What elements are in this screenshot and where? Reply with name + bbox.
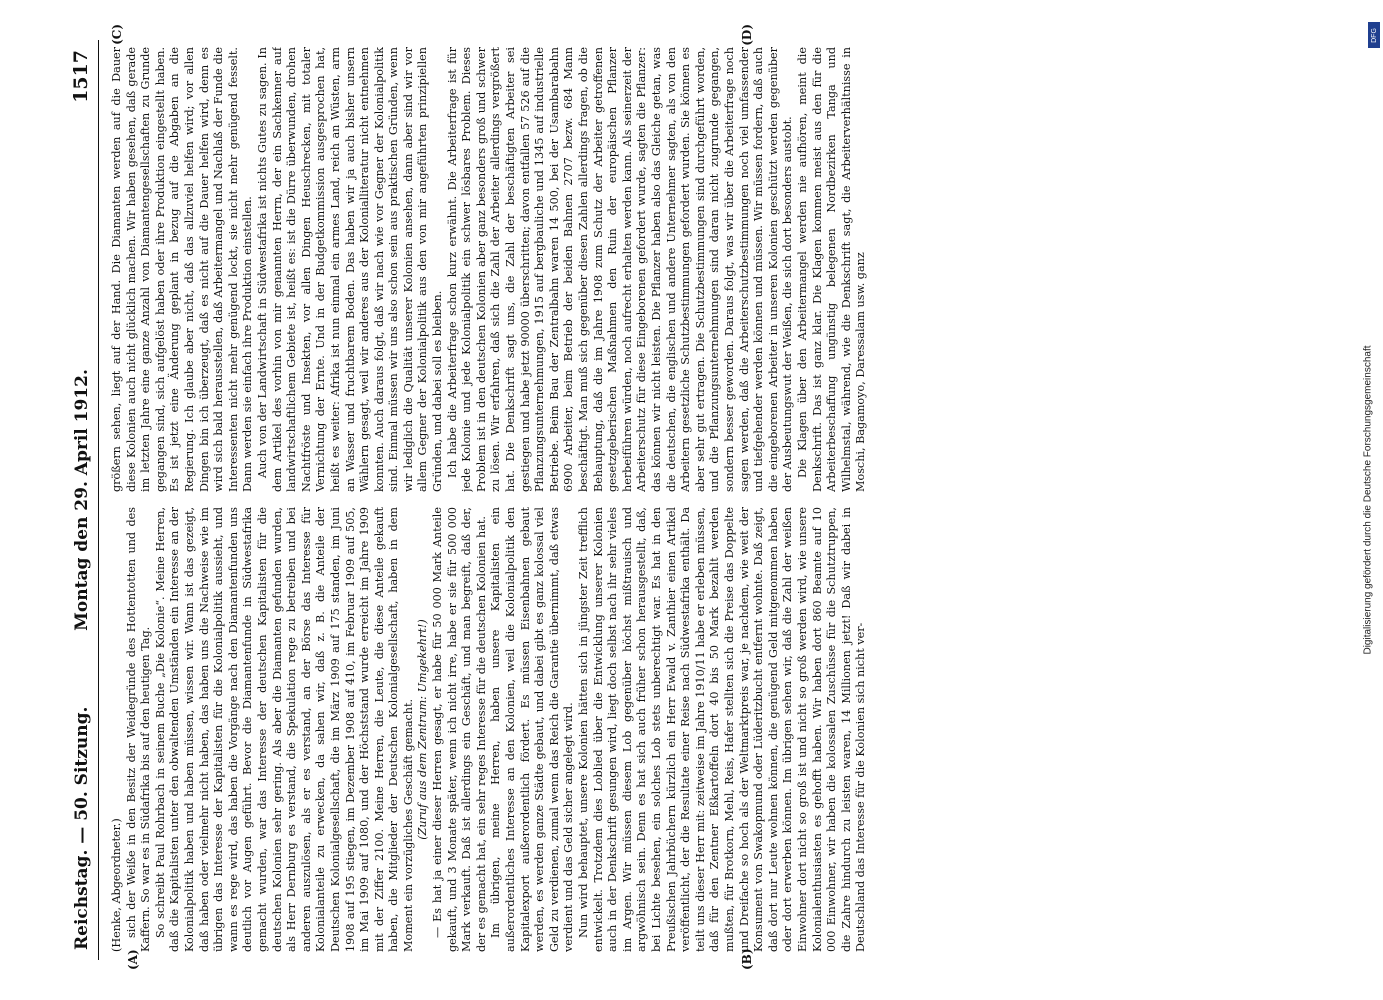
margin-marker-c: (C): [110, 24, 124, 45]
digitization-note: Digitalisierung gefördert durch die Deutsche Forschungsgemeinschaft: [1362, 345, 1374, 655]
paragraph: — Es hat ja einer dieser Herren gesagt, er habe für 50 000 Mark Anteile gekauft, und 3 Monate später, wenn ich nicht irre, habe er sie für 500 000 Mark verkauft. Daß ist allerdings ein Geschäft, und man begreift, daß der, der es gemacht hat, ein sehr reges Interesse für die deutschen Kolonien hat.: [431, 507, 488, 952]
page-header: [58, 40, 99, 960]
speaker-label: (Henke, Abgeordneter.): [110, 818, 123, 952]
header-left-title: Reichstag. — 50. Sitzung.: [72, 706, 92, 950]
page-number: 1517: [70, 50, 92, 103]
paragraph: Nun wird behauptet, unsere Kolonien hätten sich in jüngster Zeit trefflich entwickelt. Trotzdem dies Loblied über die Entwicklung unserer Kolonien auch in der Denkschrift gesungen wird, liegt doch selbst nach ihr sehr vieles im Argen. Wir müssen diesem Lob gegenüber höchst mißtrauisch und argwöhnisch sein. Denn es hat sich auch früher schon herausgestellt, daß, bei Lichte besehen, ein solches Lob stets unberechtigt war. Es hat in den Preußischen Jahrbüchern kürzlich ein Herr Ewald v. Zanthier einen Artikel veröffentlicht, der die Resultate einer Reise nach Südwestafrika enthält. Da teilt uns dieser Herr mit: zeitweise im Jahre 1910/11 habe er erleben müssen, daß für den Zentner Eßkartoffeln dort 40 bis 50 Mark bezahlt werden mußten, für Brotkorn, Mehl, Reis, Hafer stellten sich die Preise das Doppelte und Dreifache so hoch als der Weltmarktpreis war, je nachdem, wie weit der Konsument von Swakopmund oder Lüderitzbucht entfernt wohnte. Daß zeigt, daß dort nur Leute wohnen können, die genügend Geld mitgenommen haben oder dort erwerben können. Im übrigen sehen wir, daß die Zahl der weißen Einwohner dort nicht so groß ist und nicht so groß werden wird, wie unsere Kolonialenthusiasten es gehofft haben. Wir haben dort 860 Beamte auf 10 000 Einwohner, wir haben die kolossalen Zuschüsse für die Schutztruppen, die Zahre hindurch zu leisten waren, 14 Millionen jetzt! Daß wir dabei in Deutschland das Interesse für die Kolonien sich nicht ver-: [577, 507, 868, 952]
interjection: (Zuruf aus dem Zentrum: Umgekehrt!): [416, 619, 430, 840]
paragraph: Im übrigen, meine Herren, haben unsere Kapitalisten ein außerordentliches Interesse an den Kolonien, weil die Kolonialpolitik den Kapitalexport außerordentlich fördert. Es müssen Eisenbahnen gebaut werden, es werden ganze Städte gebaut, und dabei gibt es ganz kolossal viel Geld zu verdienen, zumal wenn das Reich die Garantie übernimmt, daß etwas verdient und das Geld sicher angelegt wird.: [489, 507, 576, 952]
margin-marker-d: (D): [740, 24, 754, 46]
margin-marker-b: (B): [740, 948, 754, 970]
paragraph: größern sehen, liegt auf der Hand. Die Diamanten werden auf die Dauer diese Kolonien auch nicht glücklich machen. Wir haben gesehen, daß gerade im letzten Jahre eine ganze Anzahl von Diamantengesellschaften zu Grunde gegangen sind, sich aufgelöst haben oder ihre Produktion eingestellt haben. Es ist jetzt eine Änderung geplant in bezug auf die Abgaben an die Regierung. Ich glaube aber nicht, daß das allzuviel helfen wird; vor allen Dingen bin ich überzeugt, daß es nicht auf die Dauer helfen wird, denn es wird sich bald herausstellen, daß Arbeitermangel und Nachlaß der Funde die Interessenten nicht mehr genügend lockt, sie nicht mehr genügend fesselt. Dann werden sie einfach ihre Produktion einstellen.: [110, 47, 255, 492]
paragraph: Auch von der Landwirtschaft in Südwestafrika ist nichts Gutes zu sagen. In dem Artikel des vorhin von mir genannten Herrn, der ein Sachkenner auf landwirtschaftlichem Gebiete ist, heißt es: ist die Dürre überwunden, drohen Nachtfröste und Insekten, vor allen Dingen Heuschrecken, mit totaler Vernichtung der Ernte. Und in der Budgetkommission ausgesprochen hat, heißt es weiter: Afrika ist nun einmal ein armes Land, reich an Wüsten, arm an Wasser und fruchtbarem Boden. Das haben wir ja auch bisher unsern Wählern gesagt, weil wir anderes aus der Kolonialliteratur nicht entnehmen konnten. Auch daraus folgt, daß wir nach wie vor Gegner der Kolonialpolitik sind. Einmal müssen wir uns also schon sein aus praktischen Gründen, wenn wir lediglich die Qualität unserer Kolonien ansehen, dann aber sind wir vor allem Gegner der Kolonialpolitik aus den von mir angeführten prinzipiellen Gründen, und dabei soll es bleiben.: [255, 47, 445, 492]
right-text-column: [110, 47, 1342, 492]
margin-marker-a: (A): [126, 949, 140, 970]
rotated-page-content: [50, 24, 1350, 970]
dfg-logo-text: DFG: [1370, 27, 1378, 43]
left-text-column: [110, 507, 1342, 952]
dfg-logo: [1368, 22, 1380, 48]
paragraph: sich der Weiße in den Besitz der Weidegründe des Hottentotten und des Kaffern. So war es in Südafrika bis auf den heutigen Tag.: [124, 507, 153, 952]
paragraph: Ich habe die Arbeiterfrage schon kurz erwähnt. Die Arbeiterfrage ist für jede Kolonie und jede Kolonialpolitik ein schwer lösbares Problem. Dieses Problem ist in den deutschen Kolonien aber ganz besonders groß und schwer zu lösen. Wir erfahren, daß sich die Zahl der Arbeiter allerdings vergrößert hat. Die Denkschrift sagt uns, die Zahl der beschäftigten Arbeiter sei gestiegen und habe jetzt 90000 überschritten; davon entfallen 57 526 auf die Pflanzungsunternehmungen, 1915 auf bergbauliche und 1345 auf industrielle Betriebe. Beim Bau der Zentralbahn waren 14 500, bei der Usambarabahn 6900 Arbeiter, beim Betrieb der beiden Bahnen 2707 bezw. 684 Mann beschäftigt. Man muß sich gegenüber diesen Zahlen allerdings fragen, ob die Behauptung, daß die im Jahre 1908 zum Schutz der Arbeiter getroffenen gesetzgeberischen Maßnahmen den Ruin der europäischen Pflanzer herbeiführen würden, noch aufrecht erhalten werden kann. Als seinerzeit der Arbeiterschutz für diese Eingeborenen gefordert wurde, sagten die Pflanzer: das können wir nicht leisten. Die Pflanzer haben also das Gleiche getan, was die deutschen, die englischen und andere Unternehmer sagten, als von den Arbeitern gesetzliche Schutzbestimmungen gefordert wurden. Sie können es aber sehr gut ertragen. Die Schutzbestimmungen sind durchgeführt worden, und die Pflanzungsunternehmungen sind daran nicht zugrunde gegangen, sondern besser geworden. Daraus folgt, was wir über die Arbeiterfrage noch sagen werden, daß die Arbeiterschutzbestimmungen noch viel umfassender und tiefgehender werden können und müssen. Wir müssen fordern, daß auch die eingeborenen Arbeiter in unseren Kolonien geschützt werden gegenüber der Ausbeutungswut der Weißen, die sich dort besonders austobt.: [445, 47, 795, 492]
header-date: Montag den 29. April 1912.: [72, 369, 92, 631]
paragraph: So schreibt Paul Rohrbach in seinem Buche „Die Kolonie“. Meine Herren, daß die Kapitalisten unter den obwaltenden Umständen ein Interesse an der Kolonialpolitik haben und haben müssen, wissen wir. Wann ist das gezeigt, daß haben oder vielmehr nicht haben, das haben uns die Nachweise wie im übrigen das Interesse der Kapitalisten für die Kolonialpolitik aussieht, und wann es rege wird, das haben die Vorgänge nach den Diamantenfunden uns deutlich vor Augen geführt. Bevor die Diamantenfunde in Südwestafrika gemacht wurden, war das Interesse der deutschen Kapitalisten für die deutschen Kolonien sehr gering. Als aber die Diamanten gefunden wurden, als Herr Dernburg es verstand, die Spekulation rege zu betreiben und bei anderen auszulösen, als er es verstand, an der Börse das Interesse für Kolonialanteile zu erwecken, da sahen wir, daß z. B. die Anteile der Deutschen Kolonialgesellschaft, die im März 1909 auf 175 standen, im Juni 1908 auf 195 stiegen, im Dezember 1908 auf 410, im Februar 1909 auf 505, im Mai 1909 auf 1080, und der Höchststand wurde erreicht im Jahre 1909 mit der Ziffer 2100. Meine Herren, die Leute, die diese Anteile gekauft haben, die Mitglieder der Deutschen Kolonialgesellschaft, haben in dem Moment ein vorzügliches Geschäft gemacht.: [153, 507, 415, 952]
paragraph: Die Klagen über den Arbeitermangel werden nie aufhören, meint die Denkschrift. Das ist ganz klar. Die Klagen kommen meist aus den für die Arbeiterbeschaffung ungünstig belegenen Nordbezirken Tanga und Wilhelmstal, während, wie die Denkschrift sagt, die Arbeiterverhältnisse in Moschi, Bagamoyo, Daressalam usw. ganz: [795, 47, 868, 492]
